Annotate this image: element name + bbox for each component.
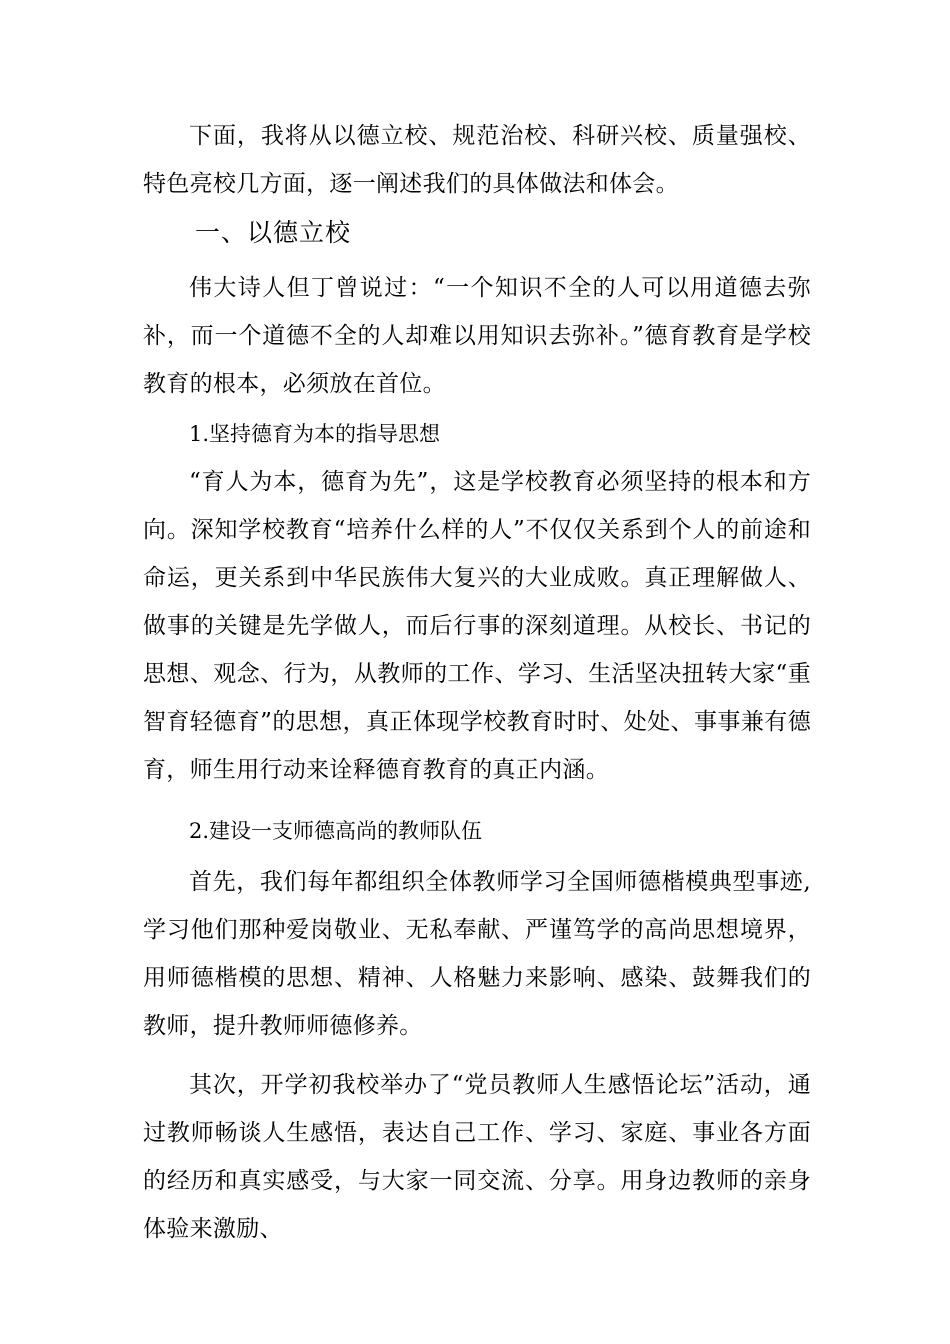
- dante-paragraph: 伟大诗人但丁曾说过：“一个知识不全的人可以用道德去弥补，而一个道德不全的人却难以用知识去弥补。”德育教育是学校教育的根本，必须放在首位。: [143, 275, 811, 397]
- subheading-1: 1.坚持德育为本的指导思想: [189, 422, 441, 446]
- intro-paragraph: 下面，我将从以德立校、规范治校、科研兴校、质量强校、特色亮校几方面，逐一阐述我们的具体做法和体会。: [143, 123, 811, 197]
- moral-education-paragraph: “育人为本，德育为先”，这是学校教育必须坚持的根本和方向。深知学校教育“培养什么样的人”不仅仅关系到个人的前途和命运，更关系到中华民族伟大复兴的大业成败。真正理解做人、做事的关键是先学做人，而后行事的深刻道理。从校长、书记的思想、观念、行为，从教师的工作、学习、生活坚决扭转大家“重智育轻德育”的思想，真正体现学校教育时时、处处、事事兼有德育，师生用行动来诠释德育教育的真正内涵。: [143, 469, 811, 783]
- teacher-study-paragraph: 首先，我们每年都组织全体教师学习全国师德楷模典型事迹,学习他们那种爱岗敬业、无私奉献、严谨笃学的高尚思想境界，用师德楷模的思想、精神、人格魅力来影响、感染、鼓舞我们的教师，提升教师师德修养。: [143, 869, 811, 1039]
- subheading-2: 2.建设一支师德高尚的教师队伍: [189, 819, 483, 843]
- section-heading-1: 一、以德立校: [195, 218, 352, 247]
- forum-paragraph: 其次，开学初我校举办了“党员教师人生感悟论坛”活动，通过教师畅谈人生感悟，表达自己工作、学习、家庭、事业各方面的经历和真实感受，与大家一同交流、分享。用身边教师的亲身体验来激励、: [143, 1072, 811, 1242]
